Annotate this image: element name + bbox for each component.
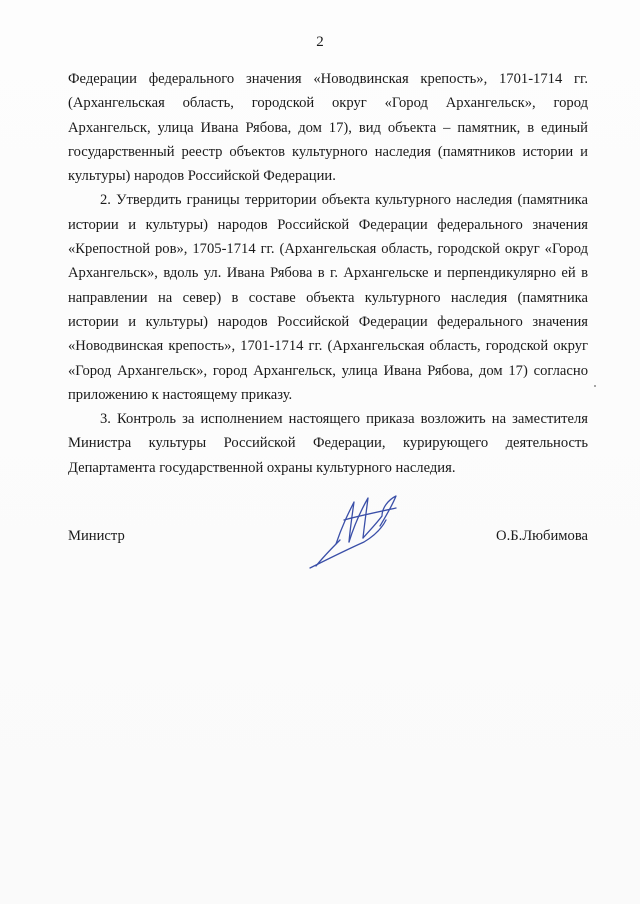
signature-block	[68, 528, 588, 552]
scan-speck	[594, 385, 596, 387]
signatory-title: Министр	[68, 528, 125, 544]
paragraph-item-2: 2. Утвердить границы территории объекта культурного наследия (памятника истории и культуры) народов Российской Федерации федерального значения «Крепостной ров», 1705-1714 гг. (Архангельская область, городской округ «Город Архангельск», вдоль ул. Ивана Рябова в г. Архангельске и перпендикулярно ей в направлении на север) в составе объекта культурного наследия (памятника истории и культуры) народов Российской Федерации федерального значения «Новодвинская крепость», 1701-1714 гг. (Архангельская область, городской округ «Город Архангельск», город Архангельск, улица Ивана Рябова, дом 17) согласно приложению к настоящему приказу.	[68, 192, 588, 403]
document-body	[68, 67, 588, 480]
signatory-name: О.Б.Любимова	[496, 528, 588, 544]
paragraph-continuation: Федерации федерального значения «Новодвинская крепость», 1701-1714 гг. (Архангельская область, городской округ «Город Архангельск», город Архангельск, улица Ивана Рябова, дом 17), вид объекта – памятник, в единый государственный реестр объектов культурного наследия (памятников истории и культуры) народов Российской Федерации.	[68, 71, 588, 185]
page-number: 2	[316, 34, 324, 50]
paragraph-item-3: 3. Контроль за исполнением настоящего приказа возложить на заместителя Министра культуры Российской Федерации, курирующего деятельность Департамента государственной охраны культурного наследия.	[68, 411, 588, 476]
